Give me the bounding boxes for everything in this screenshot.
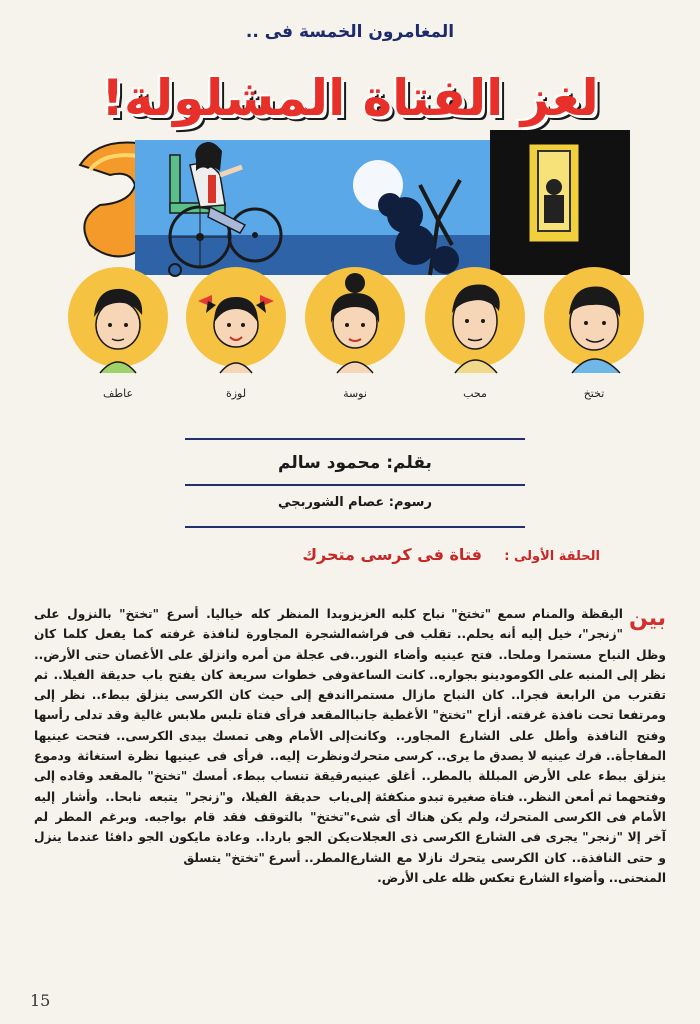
character-name: تختخ xyxy=(583,387,605,400)
louza-portrait-icon xyxy=(184,265,288,375)
tokhtokh-portrait-icon xyxy=(542,265,646,375)
atef-portrait-icon xyxy=(66,265,170,375)
episode-heading xyxy=(210,545,600,564)
character-name: عاطف xyxy=(102,387,134,400)
illustrator-credit: رسوم: عصام الشوربجي xyxy=(278,495,432,510)
episode-title: فتاة فى كرسى متحرك xyxy=(302,545,482,564)
nousa-portrait-icon xyxy=(303,265,407,375)
silhouette-head xyxy=(546,179,562,195)
body-text-left: وبدا المنظر كله خياليا. أسرع "تختخ" بالنزول على الشجرة المجاورة لنافذة غرفته كما يفعل كلما كان فى عجلة من أمره وانزلق على الأغصان حتى الأرض.. وفى خطوات سريعة كان يفتح باب حديقة الفيلا.. ثم اندفع إلى حيث كان الكرسى ينزلق ببطء.. نظر إلى المقعد فرأى فتاة تلبس ملابس غالية وقد تدلى رأسها إلى الأمام وهى تمسك بيدى الكرسى.. فتحت عينيها ونظرت إليه.. فرأى فى عينيها نظرة استغاثة ودموع رقيقة تنساب ببطء. أمسك "تختخ" بالمقعد وقاده إلى باب حديقة الفيلا، و"زنجر" يتبعه نابحا.. وأشار إليه "تختخ" بالتوقف فقد قام بواجبه. وبرغم المطر لم يكن الجو باردا.. وعادة مايكون الجو دافئا عندما ينزل المطر.. أسرع "تختخ" يتسلق xyxy=(34,607,350,865)
characters-row xyxy=(60,265,650,405)
author-credit: بقلم: محمود سالم xyxy=(278,453,432,473)
page-number: 15 xyxy=(30,991,51,1010)
episode-number: الحلقة الأولى : xyxy=(504,549,600,564)
body-column-left xyxy=(34,604,350,868)
divider-bottom xyxy=(185,526,525,528)
drop-cap: بين xyxy=(628,606,666,631)
character-tokhtokh xyxy=(542,265,646,400)
character-louza xyxy=(184,265,288,400)
divider-top xyxy=(185,438,525,440)
body-column-right xyxy=(350,604,666,888)
character-moheb xyxy=(423,265,527,400)
series-title: المغامرون الخمسة فى .. xyxy=(245,22,455,42)
story-title-text: لغز الفتاة المشلولة! xyxy=(101,69,599,127)
character-nousa xyxy=(303,265,407,400)
body-text-right: اليقظة والمنام سمع "تختخ" نباح كلبه العزيز "زنجر"، خيل إليه أنه يحلم.. تقلب فى فراشه وظل النباح مستمرا وملحا.. فتح عينيه وأضاء النور.. نظر إلى المنبه على الكومودينو بجواره.. كانت الساعة تقترب من الرابعة فجرا.. كان النباح مازال مستمرا ومرتفعا تحت نافذة غرفته. أزاح "تختخ" الأغطية جانبا وفتح النافذة وأطل على الشارع المجاور.. وكانت المفاجأة.. فرك عينيه لا يصدق ما يرى.. كرسى متحرك ينزلق ببطء على الأرض المبللة بالمطر.. أغلق عينيه وفتحهما ثم أمعن النظر.. فتاة صغيرة تبدو منكفئة إلى الأمام فى الكرسى المتحرك، ولم يكن هناك أى شىء آخر إلا "زنجر" يجرى فى الشارع الكرسى ذى العجلات و حتى النافذة.. كان الكرسى يتحرك نازلا مع الشارع المنحنى.. وأضواء الشارع تعكس ظله على الأرض. xyxy=(350,607,666,885)
character-atef xyxy=(66,265,170,400)
character-name: محب xyxy=(463,387,487,400)
character-name: لوزة xyxy=(225,387,247,400)
divider-middle xyxy=(185,484,525,486)
character-name: نوسة xyxy=(343,387,367,400)
moheb-portrait-icon xyxy=(423,265,527,375)
